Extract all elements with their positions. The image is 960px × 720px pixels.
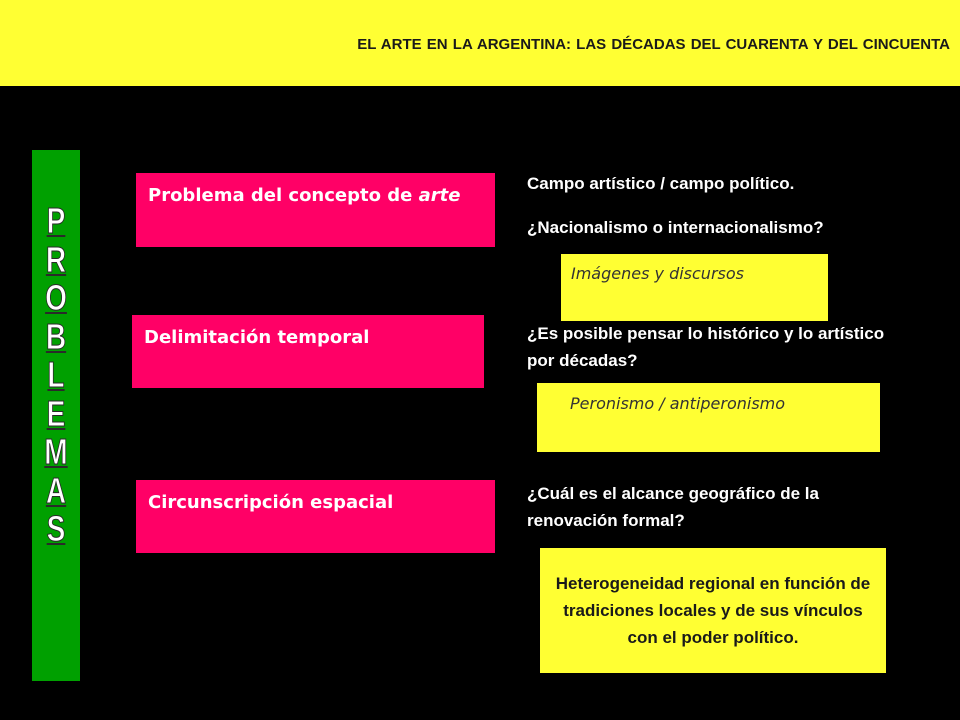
topic-label: Circunscripción espacial — [148, 492, 394, 513]
problemas-sidebar — [32, 150, 80, 681]
sidebar-letter: O — [45, 277, 67, 318]
note-text: Heterogeneidad regional en función de tradiciones locales y de sus vínculos con el poder político. — [555, 574, 871, 647]
question-nacionalismo: ¿Nacionalismo o internacionalismo? — [527, 218, 824, 237]
sidebar-letter: E — [46, 392, 66, 434]
question-geografico: ¿Cuál es el alcance geográfico de la renovación formal? — [527, 484, 819, 530]
problemas-word — [32, 202, 80, 549]
note-box-peronismo — [537, 383, 880, 452]
note-box-imagenes — [561, 254, 828, 321]
topic-label: Problema del concepto de arte — [148, 185, 461, 206]
topic-box-temporal — [132, 315, 484, 388]
sidebar-letter: R — [45, 238, 67, 280]
sidebar-letter: A — [45, 469, 67, 511]
question-decadas: ¿Es posible pensar lo histórico y lo artístico por décadas? — [527, 324, 885, 370]
sidebar-letter: M — [44, 431, 68, 472]
topic-box-arte — [136, 173, 495, 247]
note-text: Imágenes y discursos — [571, 264, 744, 283]
topic-label: Delimitación temporal — [144, 327, 370, 348]
topic-box-espacial — [136, 480, 495, 553]
sidebar-letter: L — [47, 354, 65, 395]
header-bar — [0, 0, 960, 86]
sidebar-letter: P — [46, 200, 66, 241]
note-text: Peronismo / antiperonismo — [570, 394, 786, 413]
page-title: EL ARTE EN LA ARGENTINA: LAS DÉCADAS DEL CUARENTA Y DEL CINCUENTA — [357, 36, 950, 53]
sidebar-letter: B — [45, 315, 67, 357]
note-box-heterogeneidad — [540, 548, 886, 673]
sidebar-letter: S — [46, 508, 66, 549]
question-campo: Campo artístico / campo político. — [527, 174, 795, 193]
